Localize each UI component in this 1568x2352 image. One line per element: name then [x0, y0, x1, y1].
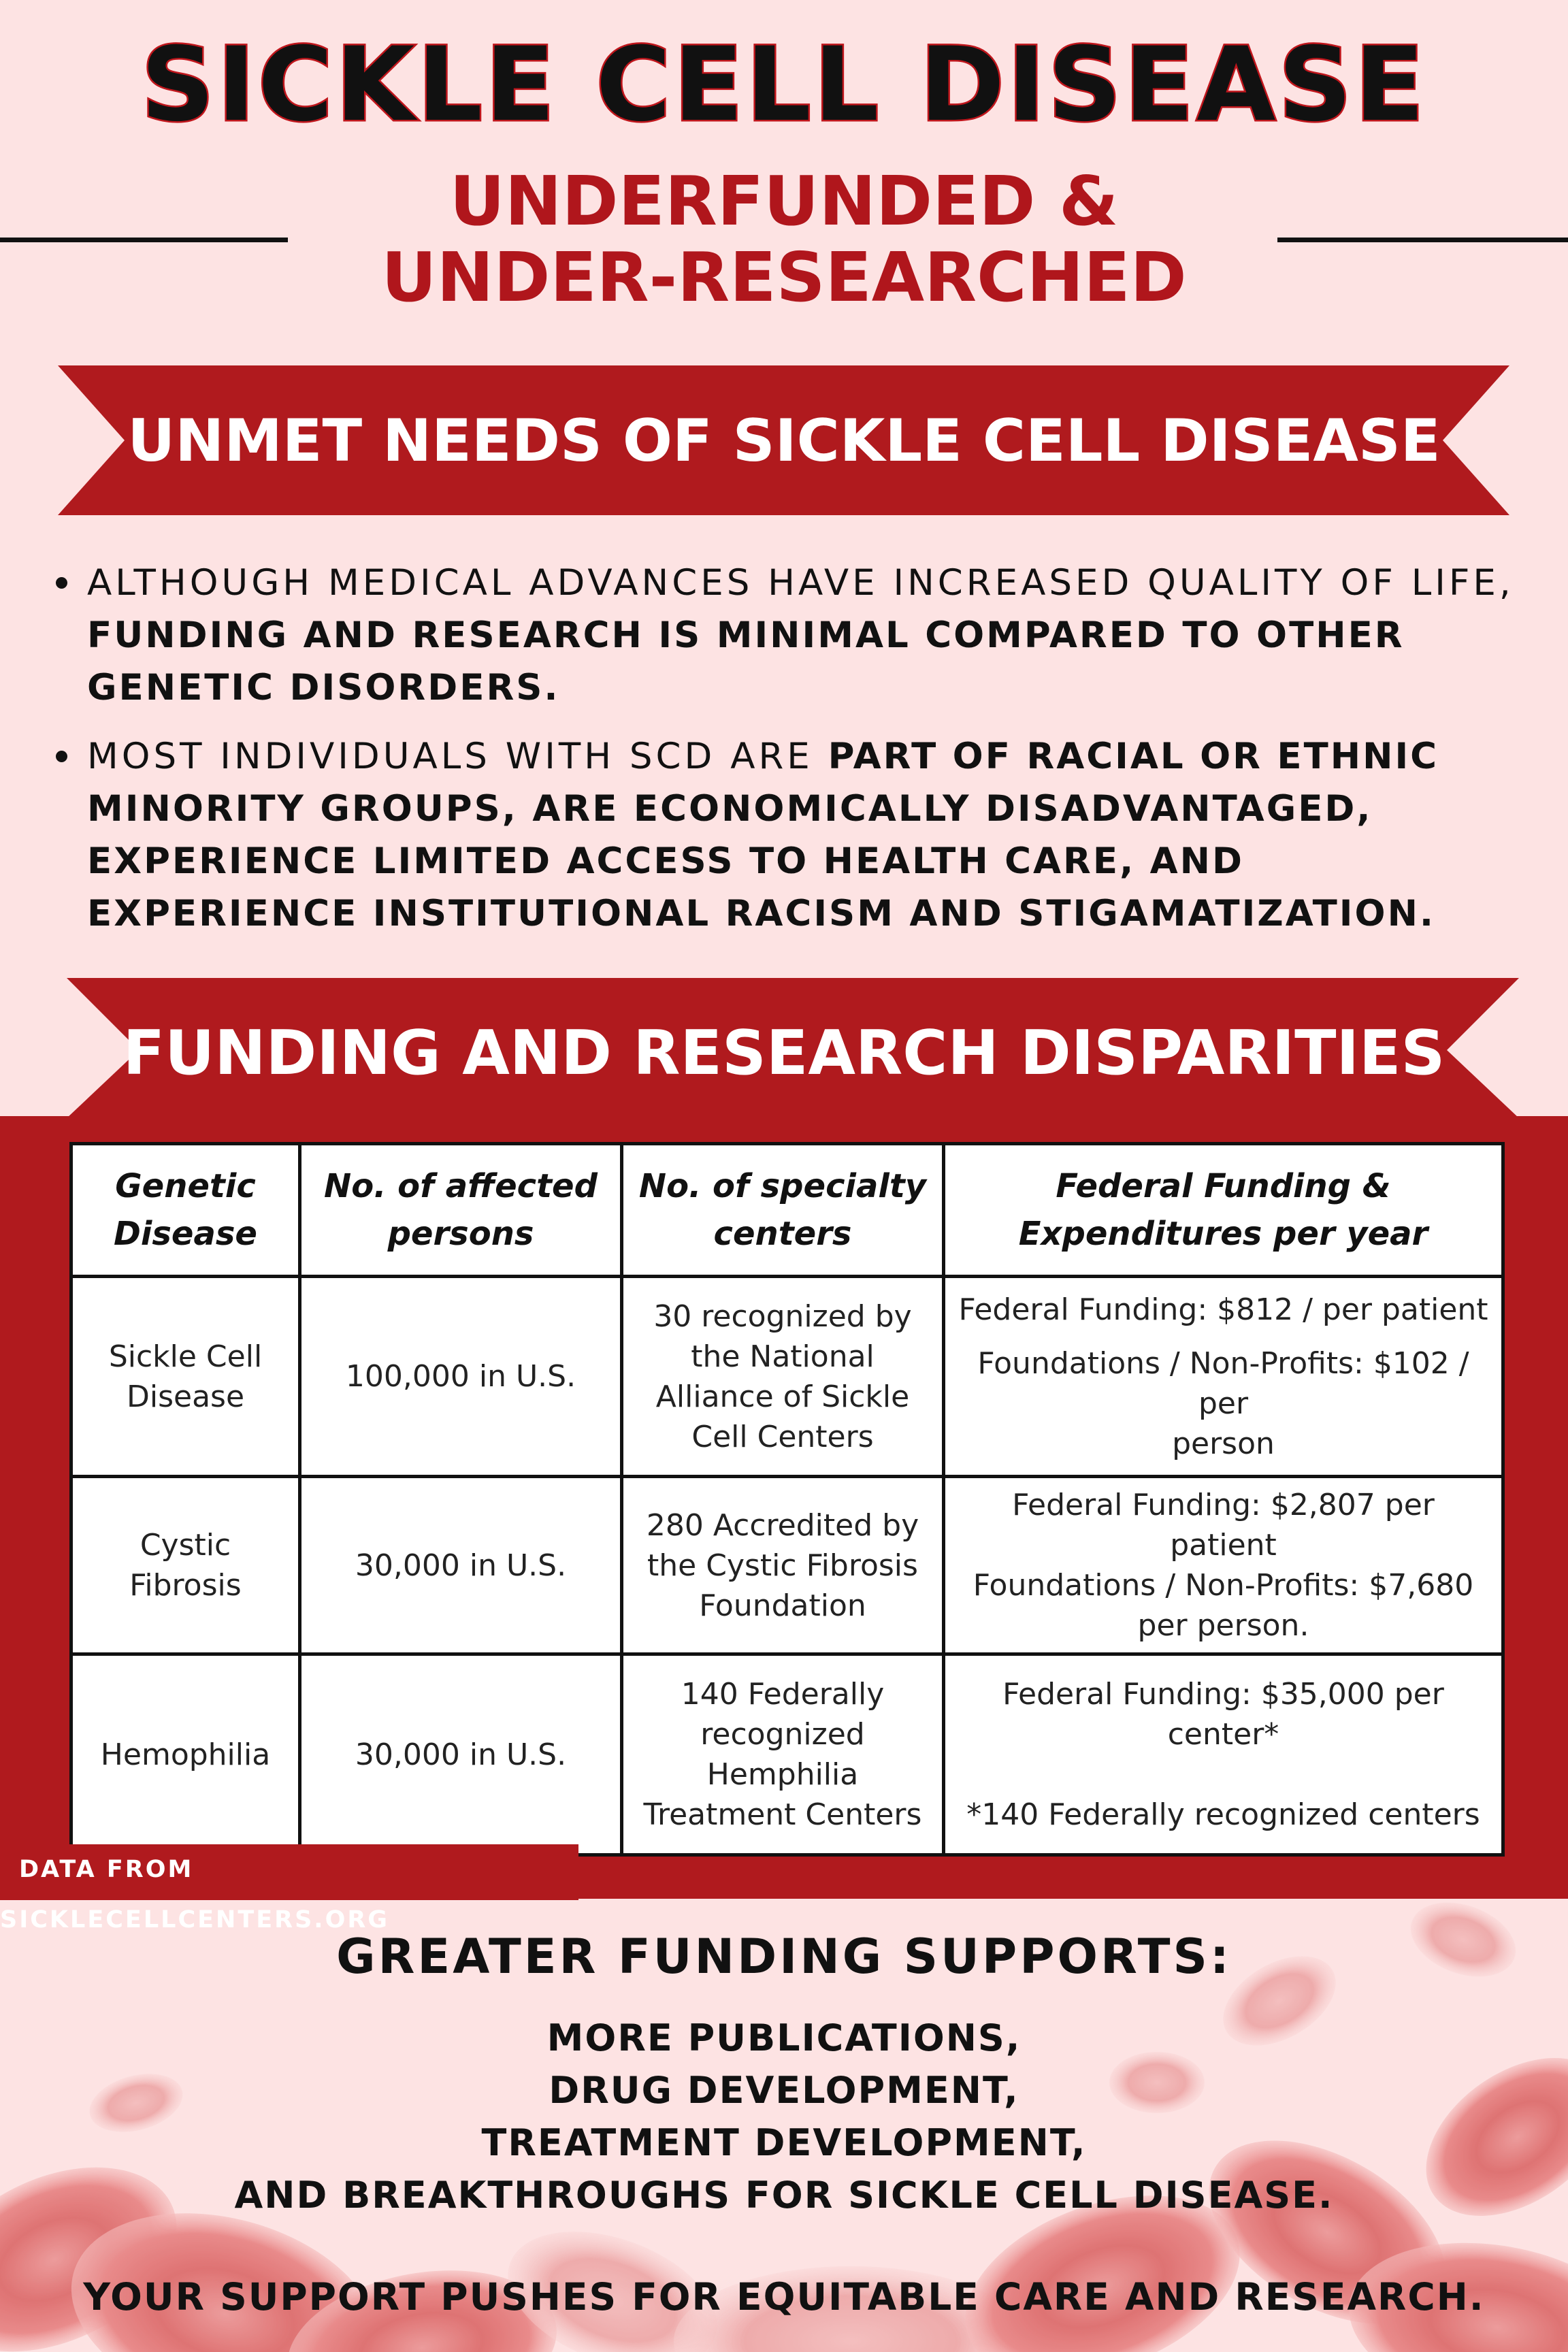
table-row: [71, 1477, 1503, 1654]
column-header-affected: No. of affected persons: [300, 1144, 622, 1277]
cell-disease: Sickle Cell Disease: [71, 1277, 300, 1477]
column-header-centers: No. of specialty centers: [622, 1144, 944, 1277]
page-title: SICKLE CELL DISEASE: [141, 26, 1427, 144]
cell-funding: Federal Funding: $35,000 per center* *140 Federally recognized centers: [944, 1654, 1503, 1855]
page-subtitle: [0, 163, 1568, 316]
cell-funding: Federal Funding: $2,807 per patient Foundations / Non-Profits: $7,680 per person.: [944, 1477, 1503, 1654]
table-row: [71, 1277, 1503, 1477]
cell-funding: Federal Funding: $812 / per patient Foundations / Non-Profits: $102 / per person: [944, 1277, 1503, 1477]
list-item: [54, 557, 1524, 714]
column-header-disease: Genetic Disease: [71, 1144, 300, 1277]
subtitle-line-1: UNDERFUNDED &: [449, 161, 1119, 241]
supports-list: [0, 2012, 1568, 2221]
cell-centers: 140 Federally recognized Hemphilia Treatment Centers: [622, 1654, 944, 1855]
bullet-icon: [56, 751, 67, 762]
bullet-text-bold: PART OF RACIAL OR ETHNIC MINORITY GROUPS, ARE ECONOMICALLY DISADVANTAGED, EXPERIENCE LIMITED ACCESS TO HEALTH CARE, AND EXPERIENCE INSTITUTIONAL RACISM AND STIGAMATIZATION.: [87, 736, 1439, 934]
subtitle-line-2: UNDER-RESEARCHED: [381, 238, 1187, 317]
cell-disease: Cystic Fibrosis: [71, 1477, 300, 1654]
section-heading-unmet-needs: UNMET NEEDS OF SICKLE CELL DISEASE: [127, 407, 1441, 475]
bullet-icon: [56, 577, 67, 589]
bullet-text-plain: MOST INDIVIDUALS WITH SCD ARE: [87, 736, 828, 777]
column-header-funding: Federal Funding & Expenditures per year: [944, 1144, 1503, 1277]
supports-item: DRUG DEVELOPMENT,: [549, 2069, 1019, 2112]
table-row: [71, 1654, 1503, 1855]
table-header-row: [71, 1144, 1503, 1277]
bullet-text-plain: ALTHOUGH MEDICAL ADVANCES HAVE INCREASED QUALITY OF LIFE,: [87, 562, 1514, 604]
cell-affected: 30,000 in U.S.: [300, 1654, 622, 1855]
closing-statement: YOUR SUPPORT PUSHES FOR EQUITABLE CARE AND RESEARCH.: [83, 2275, 1485, 2319]
supports-item: AND BREAKTHROUGHS FOR SICKLE CELL DISEASE.: [234, 2174, 1334, 2217]
cell-centers: 30 recognized by the National Alliance of Sickle Cell Centers: [622, 1277, 944, 1477]
cell-affected: 30,000 in U.S.: [300, 1477, 622, 1654]
cell-disease: Hemophilia: [71, 1654, 300, 1855]
disparities-table: [69, 1142, 1505, 1857]
cell-centers: 280 Accredited by the Cystic Fibrosis Foundation: [622, 1477, 944, 1654]
section-heading-disparities: FUNDING AND RESEARCH DISPARITIES: [122, 1017, 1446, 1089]
supports-item: MORE PUBLICATIONS,: [546, 2016, 1022, 2059]
supports-item: TREATMENT DEVELOPMENT,: [481, 2121, 1087, 2164]
bullet-text-bold: FUNDING AND RESEARCH IS MINIMAL COMPARED TO OTHER GENETIC DISORDERS.: [87, 615, 1405, 708]
supports-heading: GREATER FUNDING SUPPORTS:: [336, 1929, 1232, 1984]
list-item: [54, 730, 1524, 940]
unmet-needs-list: [54, 557, 1524, 956]
data-source-label: DATA FROM SICKLECELLCENTERS.ORG: [0, 1844, 578, 1900]
cell-affected: 100,000 in U.S.: [300, 1277, 622, 1477]
